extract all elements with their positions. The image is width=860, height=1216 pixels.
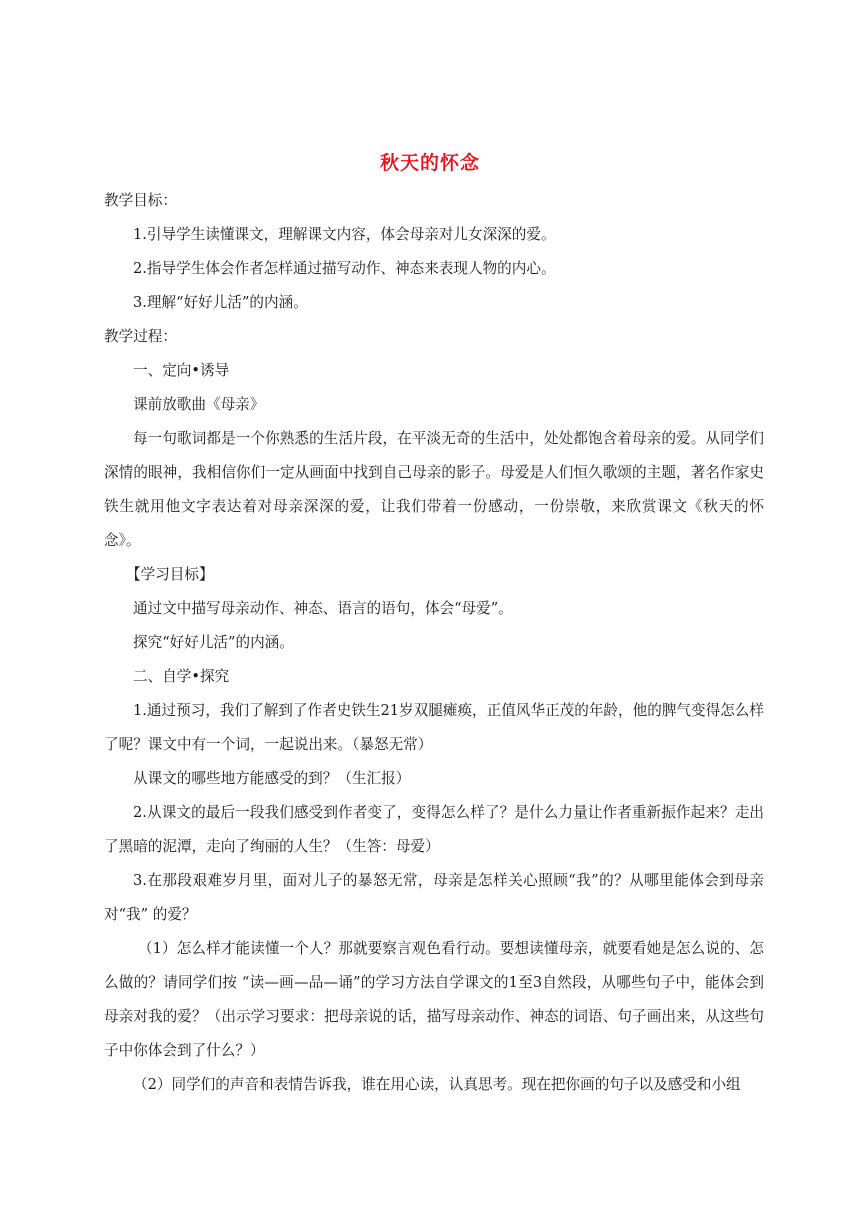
paragraph-goal-1: 1.引导学生读懂课文，理解课文内容，体会母亲对儿女深深的爱。 — [133, 226, 556, 243]
paragraph-learning-goals-heading: 【学习目标】 — [126, 566, 214, 583]
paragraph-section-2-heading: 二、自学•探究 — [133, 668, 230, 685]
paragraph-song-intro: 课前放歌曲《母亲》 — [133, 396, 265, 413]
paragraph-question-1: 1.通过预习，我们了解到了作者史铁生21岁双腿瘫痪，正值风华正茂的年龄，他的脾气变得怎么样了呢？课文中有一个词，一起说出来。（暴怒无常） — [104, 702, 764, 753]
paragraph-sub-question-2: （2）同学们的声音和表情告诉我，谁在用心读，认真思考。现在把你画的句子以及感受和小组 — [133, 1076, 741, 1093]
paragraph-goal-3: 3.理解“好好儿活”的内涵。 — [133, 294, 308, 311]
paragraph-question-2: 2.从课文的最后一段我们感受到作者变了，变得怎么样了？是什么力量让作者重新振作起来？走出了黑暗的泥潭，走向了绚丽的人生？（生答：母爱） — [104, 804, 764, 855]
document-body — [104, 184, 764, 1102]
paragraph-learning-goal-1: 通过文中描写母亲动作、神态、语言的语句，体会“母爱”。 — [133, 600, 513, 617]
paragraph-goal-2: 2.指导学生体会作者怎样通过描写动作、神态来表现人物的内心。 — [133, 260, 556, 277]
paragraph-learning-goal-2: 探究“好好儿活”的内涵。 — [133, 634, 294, 651]
document-title: 秋天的怀念 — [379, 152, 480, 174]
paragraph-teaching-process-heading: 教学过程： — [104, 328, 177, 345]
paragraph-teaching-goals-heading: 教学目标： — [104, 192, 177, 209]
paragraph-intro-paragraph: 每一句歌词都是一个你熟悉的生活片段，在平淡无奇的生活中，处处都饱含着母亲的爱。从同学们深情的眼神，我相信你们一定从画面中找到自己母亲的影子。母爱是人们恒久歌颂的主题，著名作家史铁生就用他文字表达着对母亲深深的爱，让我们带着一份感动，一份崇敬，来欣赏课文《秋天的怀念》。 — [104, 430, 764, 549]
paragraph-question-3: 3.在那段艰难岁月里，面对儿子的暴怒无常，母亲是怎样关心照顾“我”的？从哪里能体会到母亲对“我” 的爱？ — [104, 872, 764, 923]
paragraph-question-1-followup: 从课文的哪些地方能感受的到？（生汇报） — [133, 770, 411, 787]
paragraph-sub-question-1: （1）怎么样才能读懂一个人？那就要察言观色看行动。要想读懂母亲，就要看她是怎么说的、怎么做的？请同学们按 “读—画—品—诵”的学习方法自学课文的1至3自然段，从哪些句子中，能体会到母亲对我的爱？（出示学习要求：把母亲说的话，描写母亲动作、神态的词语、句子画出来，从这些句子中你体会到了什么？） — [104, 940, 764, 1059]
paragraph-section-1-heading: 一、定向•诱导 — [133, 362, 230, 379]
